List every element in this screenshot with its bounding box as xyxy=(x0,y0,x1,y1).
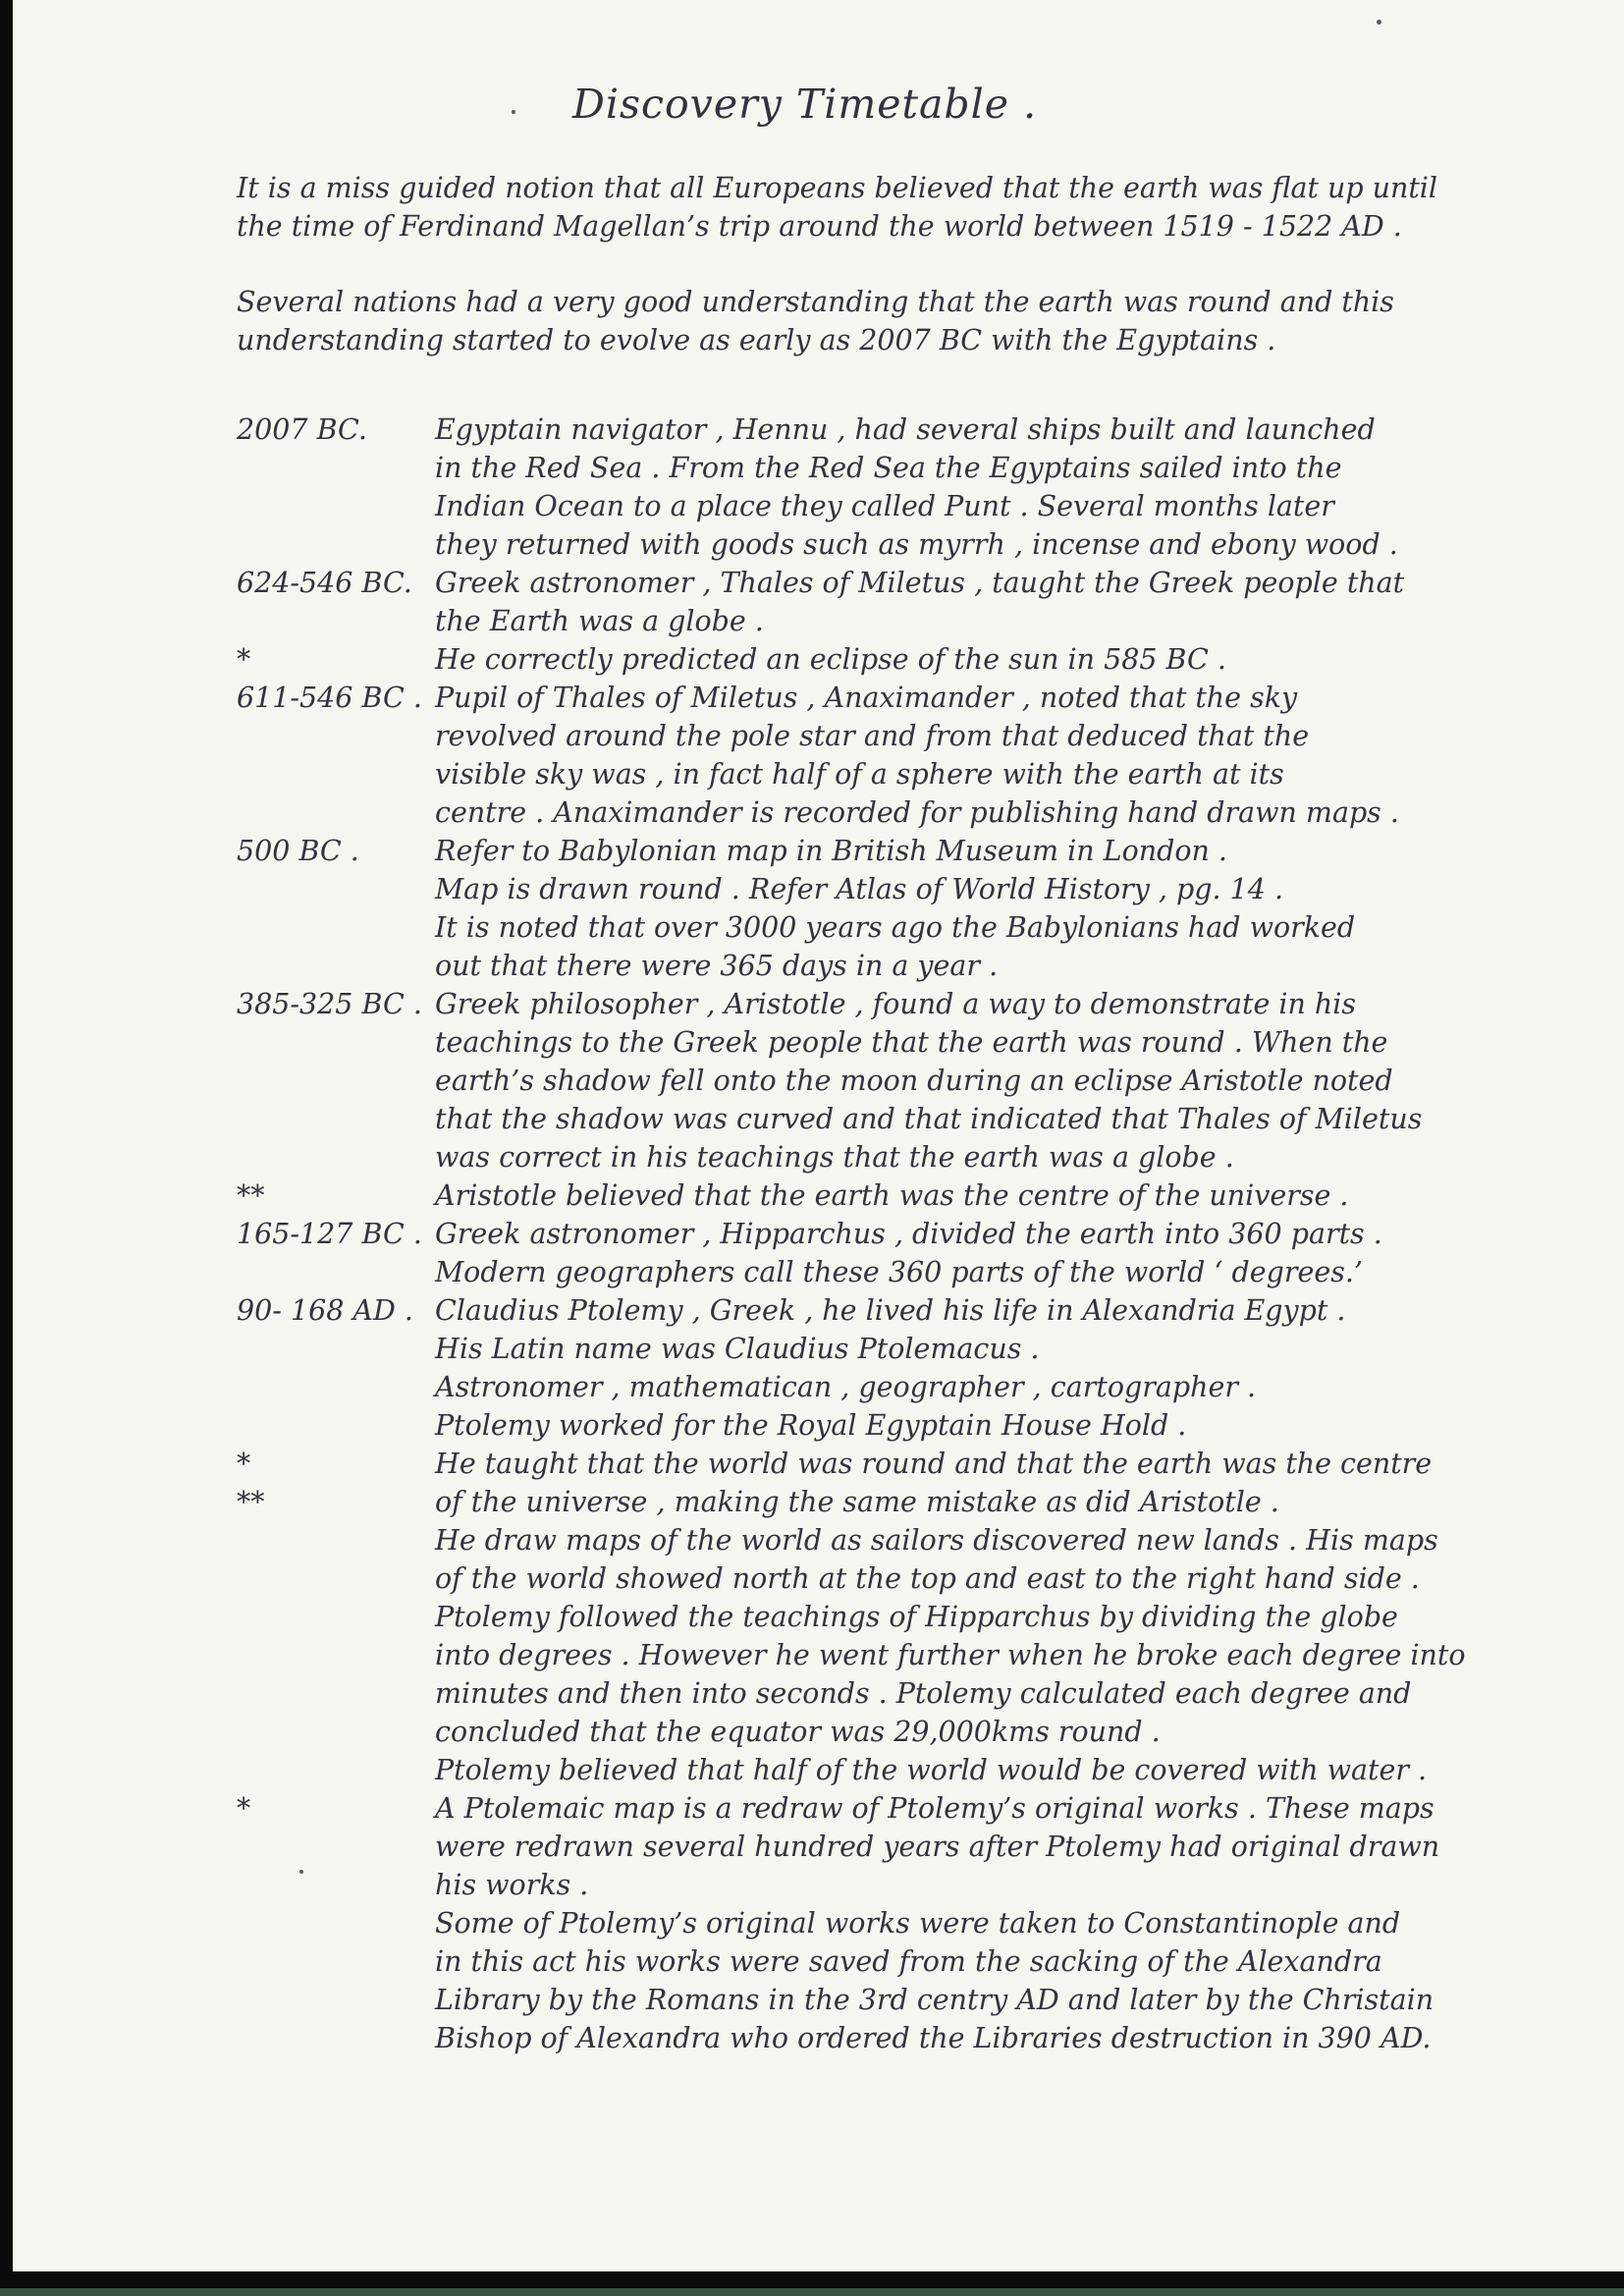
scan-artifact-dot xyxy=(512,110,515,114)
timeline-entry xyxy=(237,679,1565,832)
timeline-line: of the world showed north at the top and east to the right hand side . xyxy=(435,1562,1420,1595)
scan-edge-bottom-green-strip xyxy=(0,2288,1624,2296)
intro-paragraph-2 xyxy=(237,283,1394,359)
timeline-line: in the Red Sea . From the Red Sea the Egyptains sailed into the xyxy=(435,452,1342,484)
timeline-line: revolved around the pole star and from that deduced that the xyxy=(435,720,1310,752)
timeline-line: Aristotle believed that the earth was the centre of the universe . xyxy=(435,1179,1349,1212)
page-title: Discovery Timetable . xyxy=(572,81,1038,128)
paragraph-line: Several nations had a very good understanding that the earth was round and this xyxy=(237,286,1394,318)
timeline-entry xyxy=(237,564,1565,640)
timeline-line: the Earth was a globe . xyxy=(435,605,764,637)
timeline-line: teachings to the Greek people that the earth was round . When the xyxy=(435,1026,1388,1059)
timeline-line: He correctly predicted an eclipse of the sun in 585 BC . xyxy=(435,643,1226,676)
timeline-entry xyxy=(237,1445,1565,1483)
timeline-line: they returned with goods such as myrrh , incense and ebony wood . xyxy=(435,528,1398,561)
timeline-line: Ptolemy believed that half of the world would be covered with water . xyxy=(435,1754,1428,1786)
timeline-line: visible sky was , in fact half of a sphere with the earth at its xyxy=(435,758,1284,791)
timeline-line: Indian Ocean to a place they called Punt . Several months later xyxy=(435,490,1334,522)
timeline-line: was correct in his teachings that the earth was a globe . xyxy=(435,1141,1234,1174)
timeline-entry-text xyxy=(435,1291,1565,1445)
timeline-line: Greek astronomer , Thales of Miletus , taught the Greek people that xyxy=(435,567,1405,599)
timeline-entry xyxy=(237,1291,1565,1445)
timeline-date-label: ** xyxy=(237,1486,265,1518)
timeline-entry xyxy=(237,410,1565,564)
timeline-entry-text xyxy=(435,564,1565,640)
scan-edge-left-strip xyxy=(0,0,13,2296)
timeline-entry-text xyxy=(435,1789,1565,2057)
timeline-entry xyxy=(237,832,1565,985)
timeline-date-label: 500 BC . xyxy=(237,835,359,867)
timeline-line: Astronomer , mathematican , geographer , cartographer . xyxy=(435,1371,1257,1403)
timeline xyxy=(237,410,1565,2057)
paragraph-line: understanding started to evolve as early as 2007 BC with the Egyptains . xyxy=(237,324,1276,356)
timeline-date-label: * xyxy=(237,1792,251,1825)
timeline-entry xyxy=(237,1176,1565,1215)
timeline-entry xyxy=(237,985,1565,1176)
timeline-entry-text xyxy=(435,410,1565,564)
timeline-date-label: ** xyxy=(237,1179,265,1212)
timeline-entry-text xyxy=(435,1176,1565,1215)
timeline-line: Claudius Ptolemy , Greek , he lived his life in Alexandria Egypt . xyxy=(435,1294,1346,1327)
timeline-line: His Latin name was Claudius Ptolemacus . xyxy=(435,1333,1040,1365)
timeline-line: Library by the Romans in the 3rd centry AD and later by the Christain xyxy=(435,1984,1435,2016)
timeline-entry xyxy=(237,1215,1565,1291)
timeline-line: minutes and then into seconds . Ptolemy calculated each degree and xyxy=(435,1677,1412,1710)
timeline-date-label: * xyxy=(237,643,251,676)
timeline-line: Refer to Babylonian map in British Museum in London . xyxy=(435,835,1227,867)
timeline-entry-text xyxy=(435,679,1565,832)
timeline-line: into degrees . However he went further when he broke each degree into xyxy=(435,1639,1466,1671)
timeline-date-label: 611-546 BC . xyxy=(237,682,422,714)
intro-paragraph-1 xyxy=(237,169,1437,246)
timeline-line: Ptolemy followed the teachings of Hipparchus by dividing the globe xyxy=(435,1601,1398,1633)
timeline-entry-text xyxy=(435,1483,1565,1789)
timeline-line: centre . Anaximander is recorded for publishing hand drawn maps . xyxy=(435,796,1399,829)
paragraph-line: It is a miss guided notion that all Europeans believed that the earth was flat up until xyxy=(237,172,1438,204)
timeline-line: He taught that the world was round and that the earth was the centre xyxy=(435,1448,1433,1480)
timeline-line: out that there were 365 days in a year . xyxy=(435,950,999,982)
timeline-line: in this act his works were saved from the sacking of the Alexandra xyxy=(435,1945,1382,1978)
timeline-line: A Ptolemaic map is a redraw of Ptolemy’s original works . These maps xyxy=(435,1792,1435,1825)
timeline-entry-text xyxy=(435,1215,1565,1291)
timeline-entry-text xyxy=(435,640,1565,679)
timeline-date-label: 90- 168 AD . xyxy=(237,1294,413,1327)
timeline-line: his works . xyxy=(435,1869,589,1901)
timeline-entry-text xyxy=(435,985,1565,1176)
timeline-line: were redrawn several hundred years after Ptolemy had original drawn xyxy=(435,1831,1440,1863)
timeline-line: Bishop of Alexandra who ordered the Libraries destruction in 390 AD. xyxy=(435,2022,1432,2054)
paragraph-line: the time of Ferdinand Magellan’s trip around the world between 1519 - 1522 AD . xyxy=(237,210,1402,243)
timeline-entry xyxy=(237,1483,1565,1789)
timeline-line: Greek philosopher , Aristotle , found a way to demonstrate in his xyxy=(435,988,1356,1020)
timeline-line: concluded that the equator was 29,000kms round . xyxy=(435,1716,1161,1748)
timeline-entry-text xyxy=(435,1445,1565,1483)
timeline-date-label: 624-546 BC. xyxy=(237,567,412,599)
scan-artifact-dot xyxy=(1377,20,1381,25)
timeline-line: Map is drawn round . Refer Atlas of World History , pg. 14 . xyxy=(435,873,1284,905)
timeline-entry xyxy=(237,640,1565,679)
timeline-date-label: 165-127 BC . xyxy=(237,1218,422,1250)
timeline-line: Some of Ptolemy’s original works were taken to Constantinople and xyxy=(435,1907,1401,1940)
timeline-entry xyxy=(237,1789,1565,2057)
timeline-entry-text xyxy=(435,832,1565,985)
timeline-date-label: * xyxy=(237,1448,251,1480)
timeline-date-label: 2007 BC. xyxy=(237,413,367,446)
timeline-line: Modern geographers call these 360 parts of the world ‘ degrees.’ xyxy=(435,1256,1363,1288)
timeline-line: Ptolemy worked for the Royal Egyptain House Hold . xyxy=(435,1409,1187,1442)
timeline-line: that the shadow was curved and that indicated that Thales of Miletus xyxy=(435,1103,1423,1135)
scan-edge-bottom-strip xyxy=(0,2271,1624,2288)
timeline-line: Pupil of Thales of Miletus , Anaximander , noted that the sky xyxy=(435,682,1298,714)
timeline-line: Egyptain navigator , Hennu , had several ships built and launched xyxy=(435,413,1376,446)
timeline-line: of the universe , making the same mistake as did Aristotle . xyxy=(435,1486,1279,1518)
timeline-line: It is noted that over 3000 years ago the Babylonians had worked xyxy=(435,911,1356,944)
timeline-line: He draw maps of the world as sailors discovered new lands . His maps xyxy=(435,1524,1438,1557)
timeline-line: earth’s shadow fell onto the moon during an eclipse Aristotle noted xyxy=(435,1065,1393,1097)
timeline-line: Greek astronomer , Hipparchus , divided the earth into 360 parts . xyxy=(435,1218,1382,1250)
timeline-date-label: 385-325 BC . xyxy=(237,988,422,1020)
